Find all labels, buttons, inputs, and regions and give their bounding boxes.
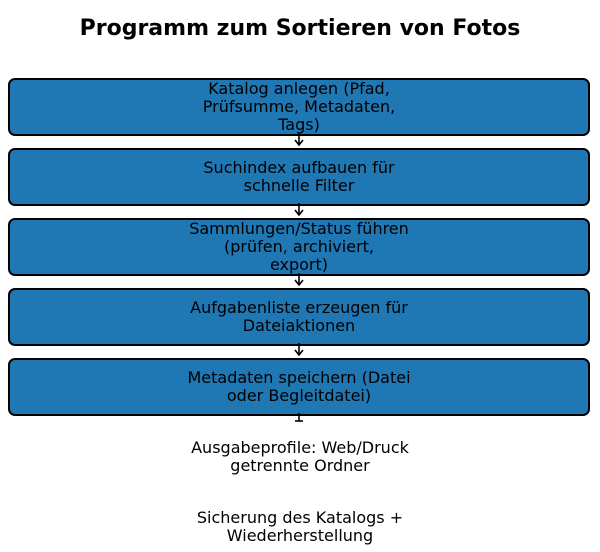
flow-step-3-label: Sammlungen/Status führen (prüfen, archiviert, export) [189, 219, 409, 274]
flow-step-4 [8, 288, 590, 346]
backup-text: Sicherung des Katalogs + Wiederherstellung [196, 508, 404, 545]
flow-step-1-label: Katalog anlegen (Pfad, Prüfsumme, Metadaten, Tags) [202, 79, 396, 134]
flow-step-5 [8, 358, 590, 416]
flow-step-2 [8, 148, 590, 206]
flow-step-3 [8, 218, 590, 276]
flow-step-2-label: Suchindex aufbauen für schnelle Filter [203, 158, 395, 195]
flow-step-5-label: Metadaten speichern (Datei oder Begleitdatei) [187, 368, 411, 405]
output-profiles-text: Ausgabeprofile: Web/Druck getrennte Ordner [191, 438, 409, 475]
flow-step-4-label: Aufgabenliste erzeugen für Dateiaktionen [190, 298, 408, 335]
diagram-title: Programm zum Sortieren von Fotos [79, 16, 521, 41]
flow-step-1 [8, 78, 590, 136]
